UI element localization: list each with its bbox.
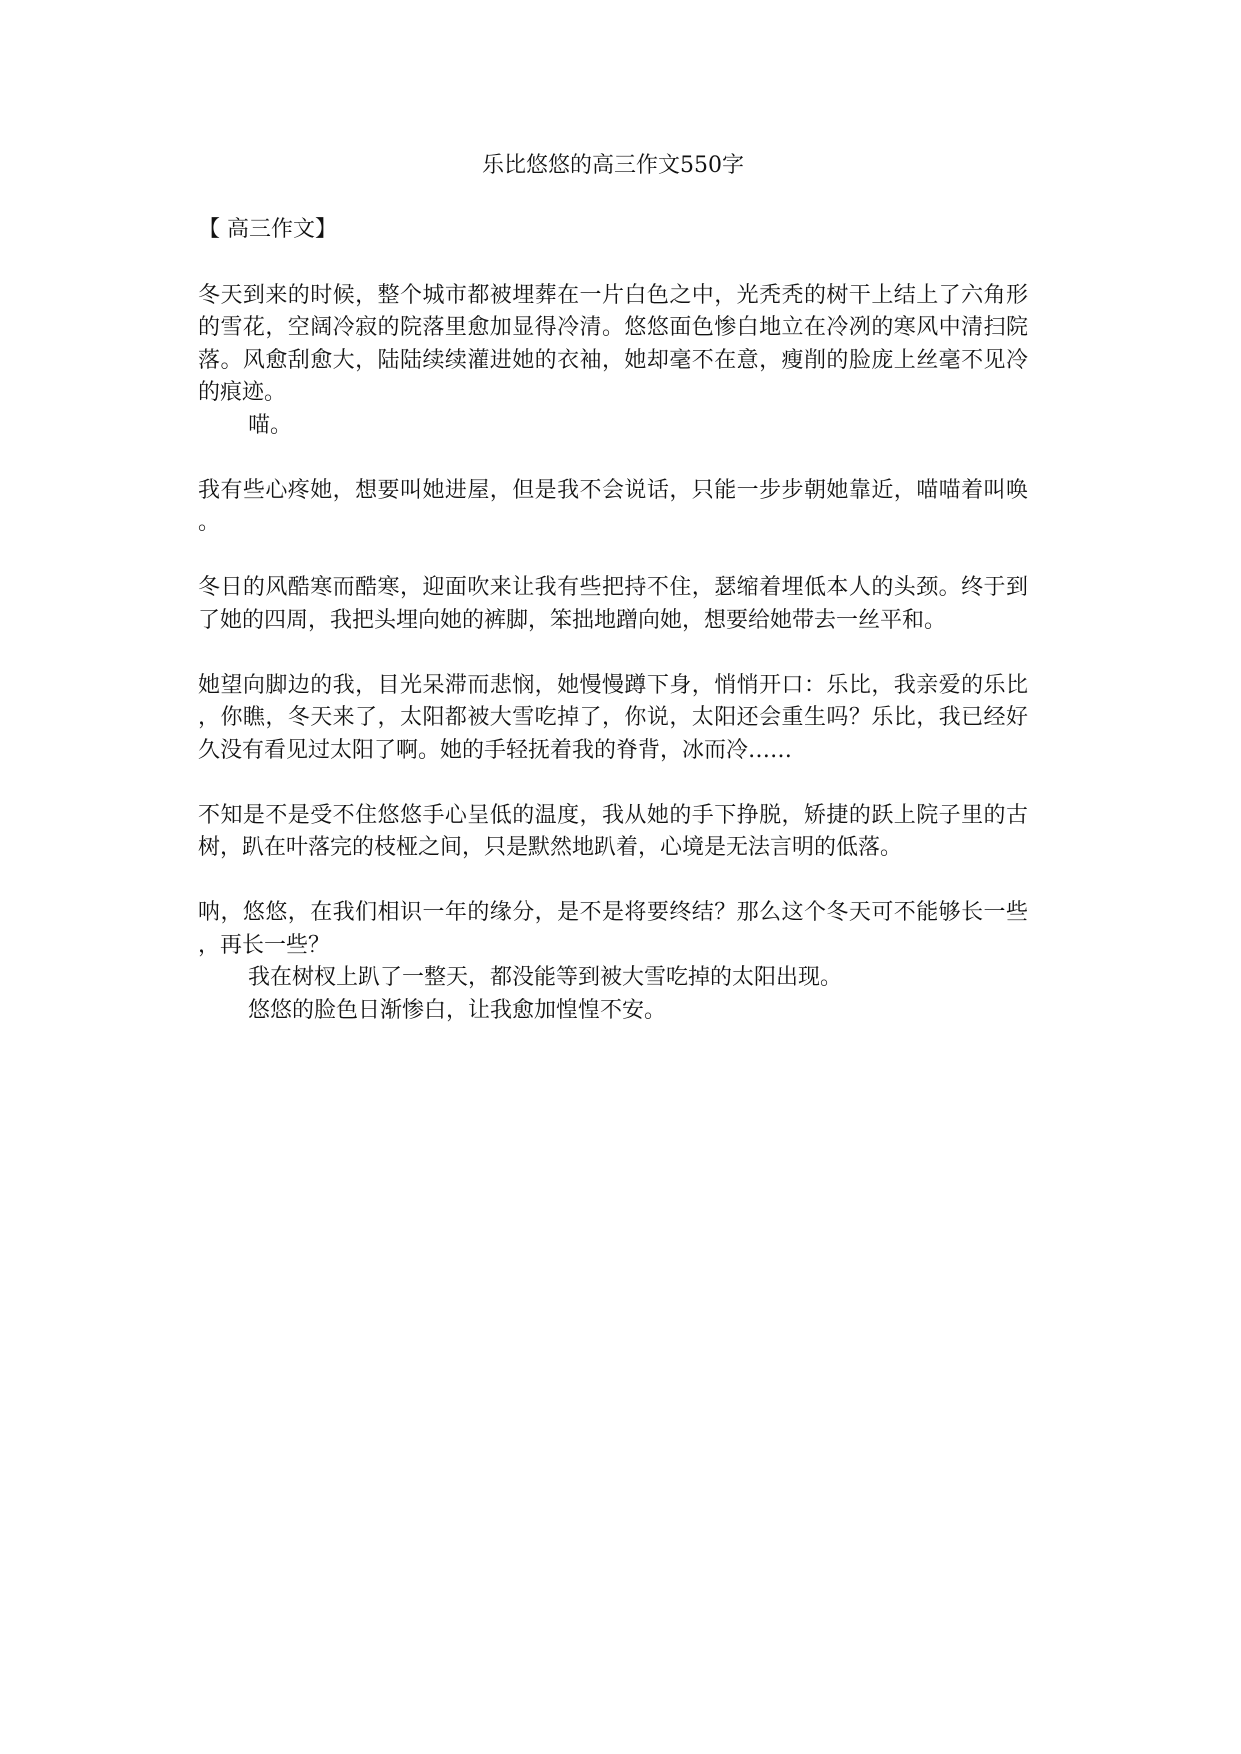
paragraph-7: 呐，悠悠，在我们相识一年的缘分，是不是将要终结？那么这个冬天可不能够长一些，再长一些？ — [198, 900, 1028, 958]
document-title: 乐比悠悠的高三作文550字 — [482, 153, 744, 178]
document-body — [198, 150, 1028, 1027]
paragraph-9: 悠悠的脸色日渐惨白，让我愈加惶惶不安。 — [248, 997, 667, 1023]
paragraph-1: 冬天到来的时候，整个城市都被埋葬在一片白色之中，光秃秃的树干上结上了六角形的雪花，空阔冷寂的院落里愈加显得冷清。悠悠面色惨白地立在冷冽的寒风中清扫院落。风愈刮愈大，陆陆续续灌进她的衣袖，她却毫不在意，瘦削的脸庞上丝毫不见冷的痕迹。 — [198, 282, 1028, 405]
paragraph-2: 喵。 — [248, 412, 293, 438]
paragraph-6: 不知是不是受不住悠悠手心呈低的温度，我从她的手下挣脱，矫捷的跃上院子里的古树，趴在叶落完的枝桠之间，只是默然地趴着，心境是无法言明的低落。 — [198, 802, 1028, 860]
paragraph-4: 冬日的风酷寒而酷寒，迎面吹来让我有些把持不住，瑟缩着埋低本人的头颈。终于到了她的四周，我把头埋向她的裤脚，笨拙地蹭向她，想要给她带去一丝平和。 — [198, 575, 1028, 633]
paragraph-8: 我在树杈上趴了一整天，都没能等到被大雪吃掉的太阳出现。 — [248, 965, 843, 990]
section-heading: 【 高三作文】 — [198, 217, 337, 242]
paragraph-3: 我有些心疼她，想要叫她进屋，但是我不会说话，只能一步步朝她靠近，喵喵着叫唤。 — [198, 477, 1028, 535]
paragraph-5: 她望向脚边的我，目光呆滞而悲悯，她慢慢蹲下身，悄悄开口：乐比，我亲爱的乐比，你瞧，冬天来了，太阳都被大雪吃掉了，你说，太阳还会重生吗？乐比，我已经好久没有看见过太阳了啊。她的手轻抚着我的脊背，冰而冷…… — [198, 672, 1028, 763]
